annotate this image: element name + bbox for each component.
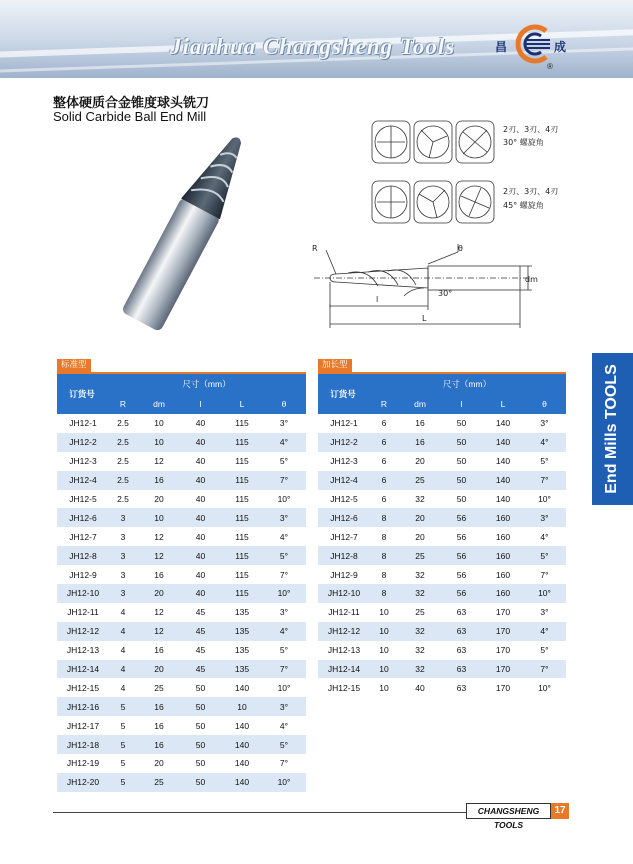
table-cell: 3 [120, 569, 126, 580]
order-code-cell: JH12-8 [57, 546, 107, 565]
order-code-header: 订货号 [57, 374, 107, 414]
table-cell: 10 [379, 682, 389, 693]
table-row [318, 622, 566, 641]
table-cell: 3° [262, 508, 306, 527]
table-row [57, 452, 306, 471]
table-cell: 10 [379, 607, 389, 618]
brand-name: Jianhua Changsheng Tools [170, 34, 456, 59]
table-cell: 3° [279, 418, 289, 429]
column-header: L [222, 393, 262, 414]
table-row [318, 452, 566, 471]
table-cell: 170 [483, 622, 523, 641]
table-cell: 25 [400, 471, 440, 490]
order-code-cell: JH12-19 [66, 758, 100, 769]
order-code-cell: JH12-10 [318, 584, 368, 603]
table-cell: 4 [107, 622, 139, 641]
table-cell: 63 [456, 682, 467, 693]
table-cell: 4° [262, 433, 306, 452]
order-code-cell: JH12-1 [69, 418, 97, 429]
table-cell: 135 [234, 607, 250, 618]
table-cell: 3° [540, 607, 549, 618]
table-cell: 115 [222, 433, 262, 452]
table-cell: 40 [195, 531, 206, 542]
table-row [318, 660, 566, 679]
order-code-cell: JH12-3 [69, 456, 97, 467]
table-cell: 140 [234, 682, 250, 693]
order-code-cell: JH12-4 [318, 471, 368, 490]
order-code-cell: JH12-7 [330, 531, 358, 542]
table-row [57, 490, 306, 509]
table-cell: 16 [154, 569, 164, 580]
order-code-cell: JH12-4 [57, 471, 107, 490]
order-code-cell: JH12-14 [318, 660, 368, 679]
table-cell: 12 [154, 531, 164, 542]
table-row [57, 641, 306, 660]
table-cell: 20 [415, 531, 425, 542]
overall-length-label: L [422, 314, 427, 323]
table-cell: 16 [139, 735, 179, 754]
table-cell: 4° [262, 622, 306, 641]
table-cell: 20 [400, 508, 440, 527]
table-cell: 6 [368, 433, 400, 452]
table-cell: 7° [279, 758, 289, 769]
table-cell: 5 [107, 735, 139, 754]
table-cell: 50 [195, 758, 206, 769]
table-cell: 5° [279, 645, 289, 656]
table-cell: 12 [154, 456, 164, 467]
table-cell: 40 [179, 584, 222, 603]
table-row [57, 527, 306, 546]
column-header: R [107, 393, 139, 414]
table-row [318, 546, 566, 565]
table-row [57, 546, 306, 565]
table-cell: 3° [523, 508, 566, 527]
table-cell: 50 [456, 418, 467, 429]
standard-spec-table [57, 374, 306, 792]
order-code-cell: JH12-9 [330, 569, 358, 580]
order-code-header: 订货号 [318, 374, 368, 414]
table-cell: 10° [277, 494, 291, 504]
size-header: 尺寸（mm） [368, 374, 566, 393]
page-title-en: Solid Carbide Ball End Mill [53, 109, 207, 124]
table-cell: 6 [381, 494, 387, 504]
table-cell: 115 [235, 418, 249, 429]
table-row [57, 508, 306, 527]
table-cell: 40 [415, 682, 425, 693]
table-cell: 160 [483, 508, 523, 527]
table-cell: 56 [440, 584, 483, 603]
table-cell: 45 [179, 622, 222, 641]
table-cell: 50 [195, 682, 206, 693]
table-row [57, 697, 306, 716]
table-cell: 7° [262, 660, 306, 679]
table-cell: 45 [195, 607, 206, 618]
table-cell: 32 [415, 645, 425, 656]
table-row [57, 414, 306, 433]
table-cell: 50 [456, 456, 467, 467]
table-row [318, 508, 566, 527]
flutes-30-label: 2刃、3刃、4刃 [503, 125, 559, 134]
column-header: L [483, 393, 523, 414]
table-row [318, 414, 566, 433]
table-cell: 115 [235, 531, 249, 542]
table-cell: 140 [495, 418, 511, 429]
order-code-cell: JH12-3 [330, 456, 358, 467]
table-cell: 115 [235, 456, 249, 467]
order-code-cell: JH12-17 [66, 720, 100, 731]
table-cell: 40 [179, 508, 222, 527]
footer-brand: CHANGSHENG TOOLS [466, 803, 551, 819]
table-cell: 140 [483, 433, 523, 452]
table-cell: 5 [120, 720, 126, 731]
table-cell: 3° [262, 697, 306, 716]
order-code-cell: JH12-8 [318, 546, 368, 565]
table-cell: 115 [222, 546, 262, 565]
table-cell: 4° [540, 531, 549, 542]
order-code-cell: JH12-10 [57, 584, 107, 603]
table-cell: 50 [456, 494, 467, 504]
order-code-cell: JH12-14 [57, 660, 107, 679]
order-code-cell: JH12-6 [57, 508, 107, 527]
table-cell: 20 [139, 584, 179, 603]
table-cell: 3 [120, 531, 126, 542]
column-header: θ [262, 393, 306, 414]
table-cell: 20 [139, 660, 179, 679]
table-cell: 10 [139, 508, 179, 527]
table-cell: 56 [440, 546, 483, 565]
extended-spec-table [318, 374, 566, 697]
order-code-cell: JH12-6 [318, 508, 368, 527]
table-cell: 140 [495, 456, 511, 467]
table-cell: 5 [107, 773, 139, 792]
order-code-cell: JH12-13 [66, 645, 100, 656]
table-cell: 6 [381, 456, 387, 467]
table-row [57, 584, 306, 603]
table-cell: 50 [179, 773, 222, 792]
table-cell: 10 [368, 622, 400, 641]
table-cell: 170 [483, 660, 523, 679]
flute-length-label: l [376, 295, 379, 304]
table-cell: 40 [195, 494, 206, 504]
order-code-cell: JH12-15 [327, 682, 361, 693]
order-code-cell: JH12-1 [330, 418, 358, 429]
table-cell: 20 [154, 758, 164, 769]
table-cell: 135 [222, 660, 262, 679]
table-cell: 40 [179, 546, 222, 565]
table-cell: 8 [368, 546, 400, 565]
table-cell: 16 [400, 433, 440, 452]
table-cell: 2.5 [117, 456, 129, 467]
table-cell: 56 [456, 531, 467, 542]
table-cell: 63 [456, 645, 467, 656]
order-code-cell: JH12-5 [69, 494, 97, 504]
table-cell: 8 [381, 531, 387, 542]
table-cell: 10 [139, 433, 179, 452]
table-cell: 50 [195, 720, 206, 731]
table-cell: 10° [262, 584, 306, 603]
order-code-cell: JH12-12 [318, 622, 368, 641]
table-cell: 10° [538, 494, 551, 504]
size-header: 尺寸（mm） [107, 374, 306, 393]
table-cell: 7° [523, 471, 566, 490]
table-row [57, 716, 306, 735]
company-logo-icon [510, 22, 554, 66]
standard-section-label: 标准型 [57, 359, 91, 372]
table-cell: 4 [107, 660, 139, 679]
table-row [57, 603, 306, 622]
table-cell: 135 [222, 622, 262, 641]
table-row [57, 565, 306, 584]
flutes-45-label: 2刃、3刃、4刃 [503, 187, 559, 196]
registered-mark: ® [547, 62, 553, 71]
column-header: R [368, 393, 400, 414]
table-cell: 140 [234, 758, 250, 769]
theta-label: θ [458, 244, 463, 253]
table-cell: 16 [139, 471, 179, 490]
table-cell: 10 [379, 645, 389, 656]
table-row [318, 565, 566, 584]
table-cell: 5° [262, 735, 306, 754]
table-cell: 10° [277, 682, 291, 693]
table-cell: 115 [222, 471, 262, 490]
table-cell: 2.5 [107, 433, 139, 452]
table-cell: 140 [222, 773, 262, 792]
table-cell: 2.5 [117, 494, 129, 504]
order-code-cell: JH12-12 [57, 622, 107, 641]
table-cell: 50 [440, 433, 483, 452]
table-cell: 160 [483, 546, 523, 565]
table-cell: 115 [222, 584, 262, 603]
table-cell: 4° [279, 720, 289, 731]
column-header: l [440, 393, 483, 414]
table-cell: 25 [400, 546, 440, 565]
table-cell: 170 [495, 645, 511, 656]
table-cell: 40 [179, 433, 222, 452]
table-row [57, 471, 306, 490]
table-cell: 160 [495, 569, 511, 580]
table-cell: 5° [540, 456, 549, 467]
table-row [57, 735, 306, 754]
table-row [57, 622, 306, 641]
table-cell: 50 [179, 735, 222, 754]
table-cell: 63 [456, 607, 467, 618]
table-cell: 7° [279, 569, 289, 580]
header-banner [0, 0, 633, 78]
column-header: dm [139, 393, 179, 414]
table-cell: 45 [195, 645, 206, 656]
table-cell: 40 [179, 471, 222, 490]
table-cell: 2.5 [107, 471, 139, 490]
table-cell: 50 [179, 697, 222, 716]
table-cell: 4° [279, 531, 289, 542]
table-cell: 140 [483, 471, 523, 490]
table-cell: 12 [154, 607, 164, 618]
table-cell: 7° [262, 471, 306, 490]
table-row [318, 584, 566, 603]
table-cell: 12 [139, 622, 179, 641]
category-side-tab [592, 353, 633, 505]
table-cell: 2.5 [117, 418, 129, 429]
side-tab-label: End Mills TOOLS [603, 364, 620, 494]
table-row [318, 678, 566, 697]
table-cell: 5° [523, 546, 566, 565]
column-header: dm [400, 393, 440, 414]
table-cell: 5° [279, 456, 289, 467]
table-cell: 3° [540, 418, 549, 429]
table-cell: 5° [540, 645, 549, 656]
helix-45-label: 45° 螺旋角 [503, 201, 544, 210]
order-code-cell: JH12-9 [69, 569, 97, 580]
table-cell: 63 [440, 660, 483, 679]
table-cell: 160 [483, 584, 523, 603]
table-row [57, 433, 306, 452]
extended-section-label: 加长型 [318, 359, 352, 372]
footer-rule [53, 812, 467, 813]
table-cell: 56 [440, 508, 483, 527]
table-cell: 3 [107, 508, 139, 527]
table-cell: 5° [262, 546, 306, 565]
table-cell: 32 [400, 584, 440, 603]
table-cell: 4 [120, 607, 126, 618]
radius-label: R [312, 244, 318, 253]
logo-char-right: 成 [554, 40, 567, 54]
table-row [57, 660, 306, 679]
table-cell: 25 [139, 773, 179, 792]
table-cell: 32 [415, 569, 425, 580]
table-cell: 25 [154, 682, 164, 693]
table-cell: 32 [400, 660, 440, 679]
table-cell: 140 [234, 720, 250, 731]
table-cell: 6 [381, 418, 387, 429]
table-cell: 4 [120, 645, 126, 656]
end-view-45deg-diagram [369, 178, 499, 226]
table-cell: 140 [222, 735, 262, 754]
order-code-cell: JH12-2 [57, 433, 107, 452]
table-cell: 4 [120, 682, 126, 693]
table-cell: 10° [538, 682, 551, 693]
table-cell: 8 [368, 584, 400, 603]
table-cell: 12 [139, 546, 179, 565]
table-cell: 10° [523, 584, 566, 603]
helix-30-label: 30° 螺旋角 [503, 138, 544, 147]
table-cell: 16 [154, 645, 164, 656]
table-cell: 25 [415, 607, 425, 618]
order-code-cell: JH12-2 [318, 433, 368, 452]
table-row [57, 773, 306, 792]
table-cell: 135 [234, 645, 250, 656]
table-row [318, 490, 566, 509]
table-cell: 140 [495, 494, 511, 504]
order-code-cell: JH12-18 [57, 735, 107, 754]
table-cell: 5 [107, 697, 139, 716]
table-cell: 32 [415, 494, 425, 504]
end-view-30deg-diagram [369, 118, 499, 166]
order-code-cell: JH12-11 [67, 607, 99, 618]
order-code-cell: JH12-16 [57, 697, 107, 716]
table-cell: 170 [495, 607, 511, 618]
order-code-cell: JH12-20 [57, 773, 107, 792]
table-row [318, 471, 566, 490]
table-cell: 7° [523, 660, 566, 679]
order-code-cell: JH12-13 [327, 645, 361, 656]
page-title-cn: 整体硬质合金锥度球头铣刀 [53, 96, 210, 111]
table-cell: 45 [179, 660, 222, 679]
table-cell: 8 [368, 508, 400, 527]
column-header: l [179, 393, 222, 414]
order-code-cell: JH12-7 [69, 531, 97, 542]
table-row [318, 641, 566, 660]
table-cell: 5 [120, 758, 126, 769]
table-cell: 4° [523, 433, 566, 452]
order-code-cell: JH12-15 [66, 682, 100, 693]
page-number: 17 [551, 803, 569, 819]
table-cell: 20 [415, 456, 425, 467]
logo-char-left: 昌 [495, 40, 508, 54]
table-cell: 115 [222, 508, 262, 527]
table-cell: 63 [440, 622, 483, 641]
table-cell: 50 [440, 471, 483, 490]
table-cell: 40 [195, 418, 206, 429]
table-row [318, 603, 566, 622]
table-cell: 115 [235, 494, 249, 504]
table-cell: 10 [222, 697, 262, 716]
table-cell: 16 [139, 697, 179, 716]
table-cell: 10 [154, 418, 164, 429]
table-cell: 10 [368, 660, 400, 679]
table-cell: 40 [195, 569, 206, 580]
order-code-cell: JH12-11 [328, 607, 360, 618]
table-cell: 3 [107, 584, 139, 603]
table-row [57, 678, 306, 697]
table-cell: 10° [262, 773, 306, 792]
table-cell: 8 [381, 569, 387, 580]
table-row [318, 527, 566, 546]
table-cell: 32 [400, 622, 440, 641]
table-cell: 115 [235, 569, 249, 580]
table-cell: 160 [495, 531, 511, 542]
table-cell: 3 [107, 546, 139, 565]
ball-end-mill-photo [100, 135, 270, 330]
angle-30-label: 30° [438, 289, 453, 298]
diameter-label: dm [525, 275, 538, 284]
table-cell: 56 [456, 569, 467, 580]
table-cell: 170 [495, 682, 511, 693]
table-cell: 4° [523, 622, 566, 641]
table-cell: 16 [154, 720, 164, 731]
table-cell: 7° [540, 569, 549, 580]
table-row [57, 754, 306, 773]
column-header: θ [523, 393, 566, 414]
table-row [318, 433, 566, 452]
order-code-cell: JH12-5 [330, 494, 358, 504]
table-cell: 3° [279, 607, 289, 618]
table-cell: 20 [154, 494, 164, 504]
table-cell: 16 [415, 418, 425, 429]
table-cell: 40 [195, 456, 206, 467]
table-cell: 6 [368, 471, 400, 490]
